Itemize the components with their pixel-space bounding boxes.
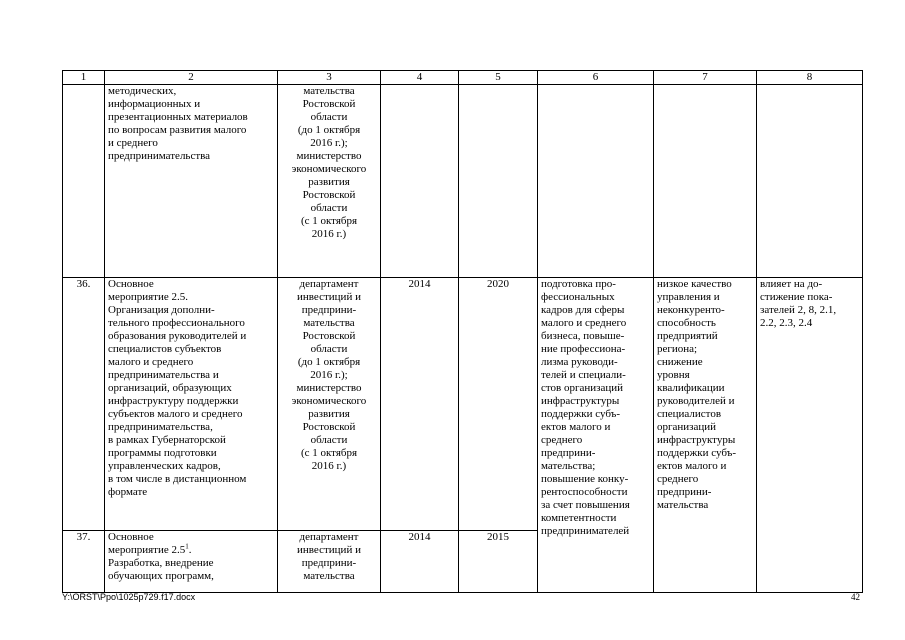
start-year bbox=[381, 85, 459, 278]
table-row-36 bbox=[63, 278, 863, 531]
header-row bbox=[63, 71, 863, 85]
measure-name-part-a: Основное мероприятие 2.5 bbox=[108, 531, 186, 556]
end-year: 2020 bbox=[459, 278, 538, 531]
file-path: Y:\ORST\Ppo\1025p729.f17.docx bbox=[62, 592, 196, 602]
header-col-5: 5 bbox=[459, 71, 538, 85]
start-year: 2014 bbox=[381, 531, 459, 593]
indicator-link: влияет на до- стижение пока- зателей 2, 8, 2.1, 2.2, 2.3, 2.4 bbox=[757, 278, 863, 593]
indicator-link bbox=[757, 85, 863, 278]
header-col-3: 3 bbox=[278, 71, 381, 85]
measure-name bbox=[105, 531, 278, 593]
consequences: низкое качество управления и неконкуренто- способность предприятий региона; снижение уровня квалификации руководителей и специалистов организаций инфраструктуры поддержки субъ- ектов малого и среднего предприни- мательства bbox=[654, 278, 757, 593]
measures-table bbox=[62, 70, 863, 593]
consequences bbox=[654, 85, 757, 278]
footnote-marker: 1 bbox=[185, 542, 189, 551]
measure-name: методических, информационных и презентационных материалов по вопросам развития малого и среднего предпринимательства bbox=[105, 85, 278, 278]
header-col-6: 6 bbox=[538, 71, 654, 85]
expected-result bbox=[538, 85, 654, 278]
table-row-continued bbox=[63, 85, 863, 278]
start-year: 2014 bbox=[381, 278, 459, 531]
responsible-executor: мательства Ростовской области (до 1 октября 2016 г.); министерство экономического развития Ростовской области (с 1 октября 2016 г.) bbox=[278, 85, 381, 278]
end-year: 2015 bbox=[459, 531, 538, 593]
responsible-executor: департамент инвестиций и предприни- мательства Ростовской области (до 1 октября 2016 г.); министерство экономического развития Ростовской области (с 1 октября 2016 г.) bbox=[278, 278, 381, 531]
header-col-7: 7 bbox=[654, 71, 757, 85]
expected-result: подготовка про- фессиональных кадров для сферы малого и среднего бизнеса, повыше- ние профессиона- лизма руководи- телей и специали- стов организаций инфраструктуры поддержки субъ- ектов малого и среднего предприни- мательства; повышение конку- рентоспособности за счет повышения компетентности предпринимателей bbox=[538, 278, 654, 593]
header-col-8: 8 bbox=[757, 71, 863, 85]
row-number: 36. bbox=[63, 278, 105, 531]
header-col-4: 4 bbox=[381, 71, 459, 85]
measure-name: Основное мероприятие 2.5. Организация дополни- тельного профессионального образования руководителей и специалистов субъектов малого и среднего предпринимательства и организаций, образующих инфраструктуру поддержки субъектов малого и среднего предпринимательства, в рамках Губернаторской программы подготовки управленческих кадров, в том числе в дистанционном формате bbox=[105, 278, 278, 531]
row-number bbox=[63, 85, 105, 278]
page-number: 42 bbox=[851, 592, 860, 602]
responsible-executor: департамент инвестиций и предприни- мательства bbox=[278, 531, 381, 593]
header-col-1: 1 bbox=[63, 71, 105, 85]
end-year bbox=[459, 85, 538, 278]
header-col-2: 2 bbox=[105, 71, 278, 85]
measure-name-part-b: . Разработка, внедрение обучающих программ, bbox=[108, 544, 214, 582]
row-number: 37. bbox=[63, 531, 105, 593]
